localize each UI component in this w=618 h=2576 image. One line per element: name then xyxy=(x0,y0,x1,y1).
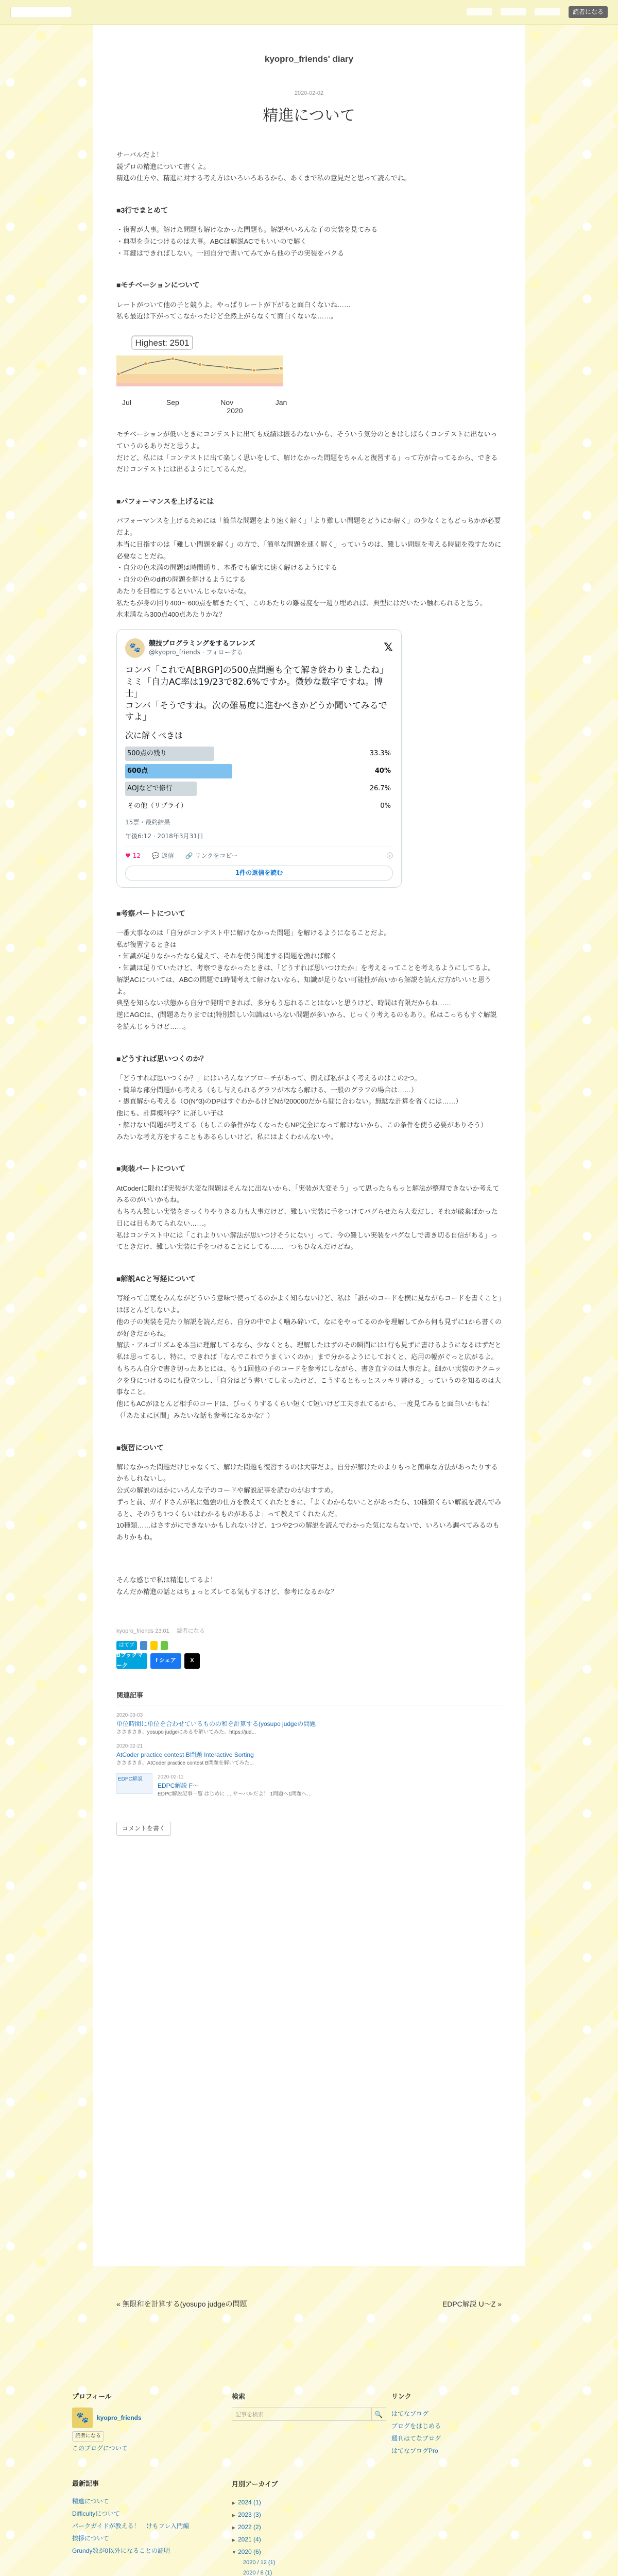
summary-list xyxy=(116,224,502,259)
x-year-label: 2020 xyxy=(227,406,243,415)
highest-tooltip: Highest: 2501 xyxy=(135,338,190,348)
paragraph: 私たちが身の回り400〜600点を解きたくて、このあたりの難易度を一週り埋めれば、典型にはだいたい触れられると思う。 xyxy=(116,599,487,607)
tweet-header xyxy=(125,638,393,658)
section-text xyxy=(116,515,502,621)
paragraph: そんな感じで私は精進してるよ！ xyxy=(116,1575,217,1584)
paragraph: もちろん難しい実装をさっくりやりきる力も大事だけど、難しい実装に手をつけてバグらせたら大変だし、それが破棄ばかった日には目もあてられない……。 xyxy=(116,1208,498,1227)
sidebar-link[interactable]: ブログをはじめる xyxy=(391,2422,441,2430)
tweet-author-name[interactable]: 競技プログラミングをするフレンズ xyxy=(149,639,255,648)
paragraph: モチベーションが低いときにコンテストに出ても成績は振るわないから、そういう気分のときはしばらくコンテストに出ないっていうのもありだと思うよ。 xyxy=(116,430,497,450)
poll-option-label: 500点の残り xyxy=(127,750,167,758)
paragraph: AtCoderに限れば実装が大変な問題はそんなに出ないから、「実装が大変そう」って思ったらもっと解法が整理できないか考えてみるのがいいかもね。 xyxy=(116,1184,500,1204)
profile xyxy=(72,2408,227,2428)
intro-line: サーバルだよ！ xyxy=(116,150,163,159)
archive-year-link[interactable]: 2023 (3) xyxy=(238,2511,261,2519)
paragraph: もちろん自分で書き切ったあとには、もう1回他の子のコードを参考にしながら、書き直すのは大事だよ。細かい実装のテクニックを身につけるのにも役立つし、「自分はどう書いてしまったけど、こうするともっとスッキリ書ける」っていうのを知るのは大事なこと。 xyxy=(116,1364,502,1396)
tweet-avatar[interactable]: 🐾 xyxy=(125,638,145,658)
x-tick-label: Nov xyxy=(220,398,234,407)
copy-link-label: リンクをコピー xyxy=(195,852,238,859)
section-text xyxy=(116,1073,502,1143)
rating-point xyxy=(252,368,256,372)
related-date: 2020-02-11 xyxy=(158,1774,184,1780)
x-tick-label: Sep xyxy=(166,398,179,407)
about-link[interactable]: このブログについて xyxy=(72,2444,128,2452)
rating-point xyxy=(280,367,283,370)
section-heading: ■3行でまとめて xyxy=(116,206,168,215)
poll-question: 次に解くべきは xyxy=(125,731,183,741)
link-icon: 🔗 xyxy=(185,852,193,859)
search-box xyxy=(232,2408,386,2421)
related-title[interactable]: AtCoder practice contest B問題 Interactive Sorting xyxy=(116,1751,254,1758)
paragraph: ・自分の色未満の問題は時間通り、本番でも確実に速く解けるようにする xyxy=(116,564,338,572)
paragraph: 解けなかった問題だけじゃなくて、解けた問題も復習するのは大事だよ。自分が解けたのよりもっと簡単な方法があったりするかもしれないし。 xyxy=(116,1463,498,1483)
archive-year[interactable] xyxy=(232,2509,386,2521)
tweet-actions xyxy=(125,846,393,862)
rating-chart xyxy=(116,330,287,415)
paragraph: （「あたまに区間」みたいな話も参考になるかな？） xyxy=(116,1411,274,1419)
archive-year[interactable] xyxy=(232,2496,386,2509)
x-ticks xyxy=(122,398,287,406)
entry-title[interactable]: 精進について xyxy=(263,107,355,124)
x-tick-label: Jan xyxy=(275,398,287,407)
rating-point xyxy=(171,357,175,361)
module-heading: 月別アーカイブ xyxy=(232,2480,278,2488)
poll-option xyxy=(125,764,393,778)
reply-label: 返信 xyxy=(161,852,174,859)
poll-option-percent: 26.7% xyxy=(369,785,391,793)
module-heading: リンク xyxy=(391,2393,411,2400)
paragraph: 私が復習するときは xyxy=(116,940,177,948)
paragraph: ・愚直解から考える（O(N^3)のDPはすぐわかるけどNが200000だから間に合わない。無駄な計算を省くには……） xyxy=(116,1097,462,1106)
paragraph: 解説ACについては、ABCの問題で1時間考えて解けないなら、知識が足りない可能性が高いから解説を読んだ方がいいと思うよ。 xyxy=(116,975,491,995)
archive-module xyxy=(232,2478,386,2576)
star-icon[interactable] xyxy=(161,1641,168,1650)
module-heading: 最新記事 xyxy=(72,2480,99,2488)
recent-entry-link[interactable]: パークガイドが教える！ けもフレ入門編 xyxy=(72,2522,190,2530)
section-text xyxy=(116,1462,502,1544)
paragraph: 他の子の実装を見たり解説を読んだら、自分の中でよく噛み砕いて、なにをやってるのかを理解してから何も見ずに1から書くのが好きだからね。 xyxy=(116,1317,502,1337)
recent-entry-link[interactable]: Difficultyについて xyxy=(72,2510,120,2517)
header-reader-button[interactable]: 読者になる xyxy=(569,6,608,18)
star-icon[interactable] xyxy=(150,1641,158,1650)
read-replies-button[interactable]: 1件の返信を読む xyxy=(125,866,393,881)
hatena-bookmark-count[interactable]: はてブ xyxy=(116,1641,137,1650)
search-module xyxy=(232,2391,386,2457)
paragraph: 本当に目指すのは「難しい問題を解く」の方で、「簡単な問題を速く解く」っていうのは、難しい問題を考える時間を残すために必要なことだね。 xyxy=(116,540,502,560)
poll-option-label: 600点 xyxy=(127,767,148,775)
recent-module xyxy=(72,2478,227,2576)
paragraph: ・知識は足りていたけど、考察できなかったときは、「どうすれば思いつけたか」を考えるってことを考えるようにしてるよ。 xyxy=(116,964,495,972)
paragraph: パフォーマンスを上げるためには「簡単な問題をより速く解く」「より難しい問題をどうにか解く」の少なくともどっちかが必要だよ。 xyxy=(116,517,501,537)
paragraph: ・簡単な部分問題から考える（もし与えられるグラフが木なら解ける、一般のグラフの場合は……） xyxy=(116,1086,418,1094)
entry-meta[interactable]: kyopro_friends 23:01 読者になる xyxy=(116,1628,205,1635)
triangle-right-icon: ▶ xyxy=(232,2513,235,2518)
blog-title[interactable] xyxy=(93,25,525,87)
archive-year[interactable] xyxy=(232,2546,386,2558)
paragraph: 逆にAGCは、(問題あたりまでは)特別難しい知識はいらない問題が多いから、じっくり考えるのもあり。私はこっちもすぐ解説を読んじゃうけど……。 xyxy=(116,1011,497,1030)
recent-entry-link[interactable]: 挨拶について xyxy=(72,2534,109,2542)
triangle-right-icon: ▶ xyxy=(232,2500,235,2506)
related-item[interactable] xyxy=(116,1711,502,1736)
archive-year-link[interactable]: 2024 (1) xyxy=(238,2499,261,2506)
next-entry-link[interactable]: EDPC解説 U〜Z » xyxy=(442,2300,502,2308)
links-module xyxy=(391,2391,546,2457)
summary-item: ・典型を身につけるのは大事。ABCは解説ACでもいいので解く xyxy=(116,237,307,245)
info-icon[interactable]: ⓘ xyxy=(386,852,393,859)
intro xyxy=(116,149,502,184)
paragraph: 公式の解説のほかにいろんな子のコードや解説記事を読むのがおすすめ。 xyxy=(116,1486,337,1495)
global-header-left xyxy=(10,7,72,18)
recent-entry-link[interactable]: Grundy数が0以外になることの証明 xyxy=(72,2547,170,2554)
paragraph: 他にも、計算機科学？に詳しい子は xyxy=(116,1109,224,1117)
section-text xyxy=(116,1183,502,1253)
poll-options xyxy=(125,747,393,814)
paragraph: 私も最近は下がってこなかったけど全然上がらなくて面白くないな……。 xyxy=(116,312,338,320)
facebook-share-button[interactable]: f シェア xyxy=(150,1653,181,1669)
paragraph: ずっと前、ガイドさんが私に勉強の仕方を教えてくれたときに、「よくわからないことがあったら、10種類くらい解説を読んでみると、そのうち1つくらいはわかるものがあるよ」って教えてくれたんだ。 xyxy=(116,1498,502,1518)
poll-option-label: その他（リプライ） xyxy=(127,802,187,810)
like-button[interactable]: ♥ 12 xyxy=(125,852,141,859)
poll-option-label: AOJなどで修行 xyxy=(127,785,173,793)
header-link-placeholder[interactable] xyxy=(467,8,492,15)
related-summary: ささきさき、yosupo judgeにあるを解いてみた。https://jud... xyxy=(116,1729,256,1735)
sidebar-link[interactable]: はてなブログ xyxy=(391,2410,429,2418)
paragraph: レートがついて他の子と競うよ。やっぱりレートが下がると面白くないね…… xyxy=(116,300,351,309)
triangle-right-icon: ▶ xyxy=(232,2537,235,2543)
paragraph: 典型を知らない状態から自分で発明できれば、多分もう忘れることはないと思うけど、時間は有限だからね…… xyxy=(116,999,452,1007)
tweet-timestamp[interactable]: 午後6:12 · 2018年3月31日 xyxy=(125,833,203,840)
related-thumbnail[interactable]: EDPC解説 xyxy=(116,1773,152,1794)
prev-entry-link[interactable]: « 無限和を計算する(yosupo judgeの問題 xyxy=(116,2300,247,2308)
related-text xyxy=(158,1773,312,1798)
sidebar-link[interactable]: 週刊はてなブログ xyxy=(391,2435,441,2443)
related-summary: ささきさき、AtCoder practice contest B問題を解いてみた... xyxy=(116,1760,254,1766)
x-share-button[interactable]: X xyxy=(184,1653,200,1669)
related-title[interactable]: 単位時間に単位を合わせているものの和を計算する(yosupo judgeの問題 xyxy=(116,1720,316,1727)
entry-body xyxy=(116,149,502,1598)
poll-votes: 15票・最終結果 xyxy=(125,819,170,826)
poll-option xyxy=(125,782,393,796)
tweet-text: コンバ「これでA[BRGP]の500点問題も全て解き終わりましたね」 ミミ「自力AC率は19/23で82.6%ですか。微妙な数字ですね。博士」 コンバ「そうですね。次の難易度に進むべきかどうか聞いてみるですよ」 xyxy=(125,665,389,723)
paragraph: あたりを目標にするといいんじゃないかな。 xyxy=(116,587,251,595)
rating-point xyxy=(198,363,202,366)
module-heading: 検索 xyxy=(232,2393,246,2400)
summary-item: ・耳鍵はできればしない。一回自分で書いてみてから他の子の実装をパクる xyxy=(116,249,345,257)
paragraph: 水未満なら300点400点あたりかな？ xyxy=(116,611,226,619)
summary-item: ・復習が大事。解けた問題も解けなかった問題も。解説やいろんな子の実装を見てみる xyxy=(116,226,378,234)
band-orange xyxy=(116,374,283,383)
paragraph: なんだか精進の話とはちょっとズレてる気もするけど、参考になるかな？ xyxy=(116,1587,338,1596)
profile-module xyxy=(72,2391,227,2457)
poll-option-percent: 0% xyxy=(380,802,391,810)
copy-link-button[interactable] xyxy=(185,851,238,862)
rating-point xyxy=(144,362,147,366)
global-header-right xyxy=(467,6,608,18)
paragraph: 他にもACがほとんど相手のコードは、びっくりするくらい短くて短いけど工夫されてるから、一度見てみると面白いかもね！ xyxy=(116,1400,494,1408)
related-date: 2020-03-03 xyxy=(116,1712,143,1718)
section-heading: ■考察パートについて xyxy=(116,909,186,918)
paragraph: みたいな考え方をすることもあるらしいけど、私にはよくわかんないや。 xyxy=(116,1132,337,1141)
related-summary: EDPC解説記事一覧 はじめに … サーバルだよ！ 1問題へ1問題へ… xyxy=(158,1791,312,1797)
paragraph: 写経って言葉をみんながどういう意味で使ってるのかよく知らないけど、私は「誰かのコードを横に見ながらコードを書くこと」はほとんどしないよ。 xyxy=(116,1294,502,1314)
archive-year-link[interactable]: 2020 (6) xyxy=(238,2548,261,2556)
profile-avatar[interactable]: 🐾 xyxy=(72,2408,93,2428)
related-date: 2020-02-21 xyxy=(116,1743,143,1749)
x-logo-icon[interactable]: 𝕏 xyxy=(384,641,393,655)
sidebar-reader-button[interactable]: 読者になる xyxy=(72,2431,104,2442)
search-input[interactable]: 記事を検索 xyxy=(232,2408,372,2421)
related-item[interactable] xyxy=(116,1773,502,1798)
paragraph: 私はコンテスト中には「これよりいい解法が思いつけそうにない」って、今の難しい実装をバグなしで書き切る自信がある」ってときだけ、難しい実装に手をつけることにしてる……一つもひなんだけどね。 xyxy=(116,1231,498,1251)
archive-month[interactable]: 2020 / 12 (1) xyxy=(243,2560,276,2566)
poll-option-percent: 33.3% xyxy=(369,750,391,758)
reply-icon: 💬 xyxy=(151,852,160,859)
paragraph: 10種類……はさすがにできないかもしれないけど、1つや2つの解説を読んでわかった気にならないで、いろいろ調べてみるのもありかもね。 xyxy=(116,1521,500,1541)
reply-button[interactable] xyxy=(152,851,174,862)
header-link-placeholder[interactable] xyxy=(535,8,560,15)
share-buttons xyxy=(116,1653,502,1669)
section-text xyxy=(116,927,502,1033)
paragraph: ・知識が足りなかったなら覚えて、それを使う関連する問題を漁れば解く xyxy=(116,952,337,960)
archive-year[interactable] xyxy=(232,2521,386,2533)
module-heading: プロフィール xyxy=(72,2393,112,2400)
band-red xyxy=(116,383,283,386)
global-header xyxy=(0,0,618,25)
section-text xyxy=(116,1293,502,1421)
related-title[interactable]: EDPC解説 F〜 xyxy=(158,1782,199,1789)
tweet-author-handle[interactable]: @kyopro_friends · フォローする xyxy=(149,648,243,656)
intro-line: 競プロの精進について書くよ。 xyxy=(116,162,210,171)
share-small-row xyxy=(116,1641,502,1650)
tweet-embed[interactable] xyxy=(116,629,402,888)
section-heading: ■どうすれば思いつくのか？ xyxy=(116,1054,208,1063)
paragraph: 解法・アルゴリズムを本当に理解してるなら、少なくとも、理解したはずのその瞬間には1行も見ずに書けるようになるはずだと私は思ってるし、特に、できれば「なんでこれでうまくいくのか」まで分かるようにしておくと、応用の幅がぐっと広がるよ。 xyxy=(116,1341,502,1361)
triangle-down-icon: ▼ xyxy=(232,2550,236,2555)
paragraph: だけど、私には「コンテストに出て楽しく思いをして、解けなかった問題をちゃんと復習する」って方が合ってるから、できるだけコンテストには出るようにしてるんだ。 xyxy=(116,453,498,473)
archive-year[interactable] xyxy=(232,2533,386,2546)
tweet-author xyxy=(149,640,255,656)
section-heading: ■解説ACと写経について xyxy=(116,1275,196,1283)
entry xyxy=(93,89,525,1836)
blog-title-link[interactable]: kyopro_friends' diary xyxy=(264,54,354,64)
profile-name[interactable]: kyopro_friends xyxy=(97,2414,142,2421)
related-item[interactable] xyxy=(116,1742,502,1767)
archive-month[interactable]: 2020 / 8 (1) xyxy=(243,2570,272,2576)
outro xyxy=(116,1574,502,1598)
section-heading: ■復習について xyxy=(116,1443,164,1452)
sidebar xyxy=(72,2391,546,2576)
rating-chart-svg xyxy=(116,330,287,415)
paragraph: 「どうすれば思いつくか？」にはいろんなアプローチがあって、例えば私がよく考えるのはこの2つ。 xyxy=(116,1074,421,1082)
paragraph: ・解けない問題が考えてる（もしこの条件がなくなったらNP完全になって解けないから、この条件を使う必要がありそう） xyxy=(116,1121,488,1129)
header-link-placeholder[interactable] xyxy=(501,8,526,15)
section-heading: ■実装パートについて xyxy=(116,1164,186,1173)
archive-year-link[interactable]: 2022 (2) xyxy=(238,2523,261,2531)
entry-pager xyxy=(93,2298,525,2311)
poll-option xyxy=(125,747,393,761)
related-heading: 関連記事 xyxy=(116,1689,502,1705)
triangle-right-icon: ▶ xyxy=(232,2525,235,2531)
entry-date[interactable]: 2020-02-02 xyxy=(294,90,324,96)
recent-entry-link[interactable]: 精進について xyxy=(72,2497,109,2505)
poll-option xyxy=(125,799,393,814)
paragraph: 一番大事なのは「自分がコンテスト中に解けなかった問題」を解けるようになることだよ。 xyxy=(116,928,391,937)
sidebar-link[interactable]: はてなブログPro xyxy=(391,2447,438,2455)
rating-point xyxy=(225,366,229,369)
section-heading: ■パフォーマンスを上げるには xyxy=(116,497,214,506)
section-heading: ■モチベーションについて xyxy=(116,281,200,290)
bookmark-share-button[interactable]: Bブックマーク xyxy=(116,1653,147,1669)
x-tick-label: Jul xyxy=(122,398,131,407)
write-comment-button[interactable]: コメントを書く xyxy=(116,1822,171,1836)
archive-year-link[interactable]: 2021 (4) xyxy=(238,2536,261,2544)
poll-option-percent: 40% xyxy=(374,767,391,775)
main-column xyxy=(93,25,525,2266)
paragraph: ・自分の色のdiffの問題を解けるようにする xyxy=(116,575,246,584)
hatena-logo-placeholder[interactable] xyxy=(10,7,72,18)
star-icon[interactable] xyxy=(140,1641,147,1650)
rating-point xyxy=(117,372,121,376)
search-icon[interactable]: 🔍 xyxy=(372,2408,386,2421)
intro-line: 精進の仕方や、精進に対する考え方はいろいろあるから、あくまで私の意見だと思って読んでね。 xyxy=(116,174,411,182)
